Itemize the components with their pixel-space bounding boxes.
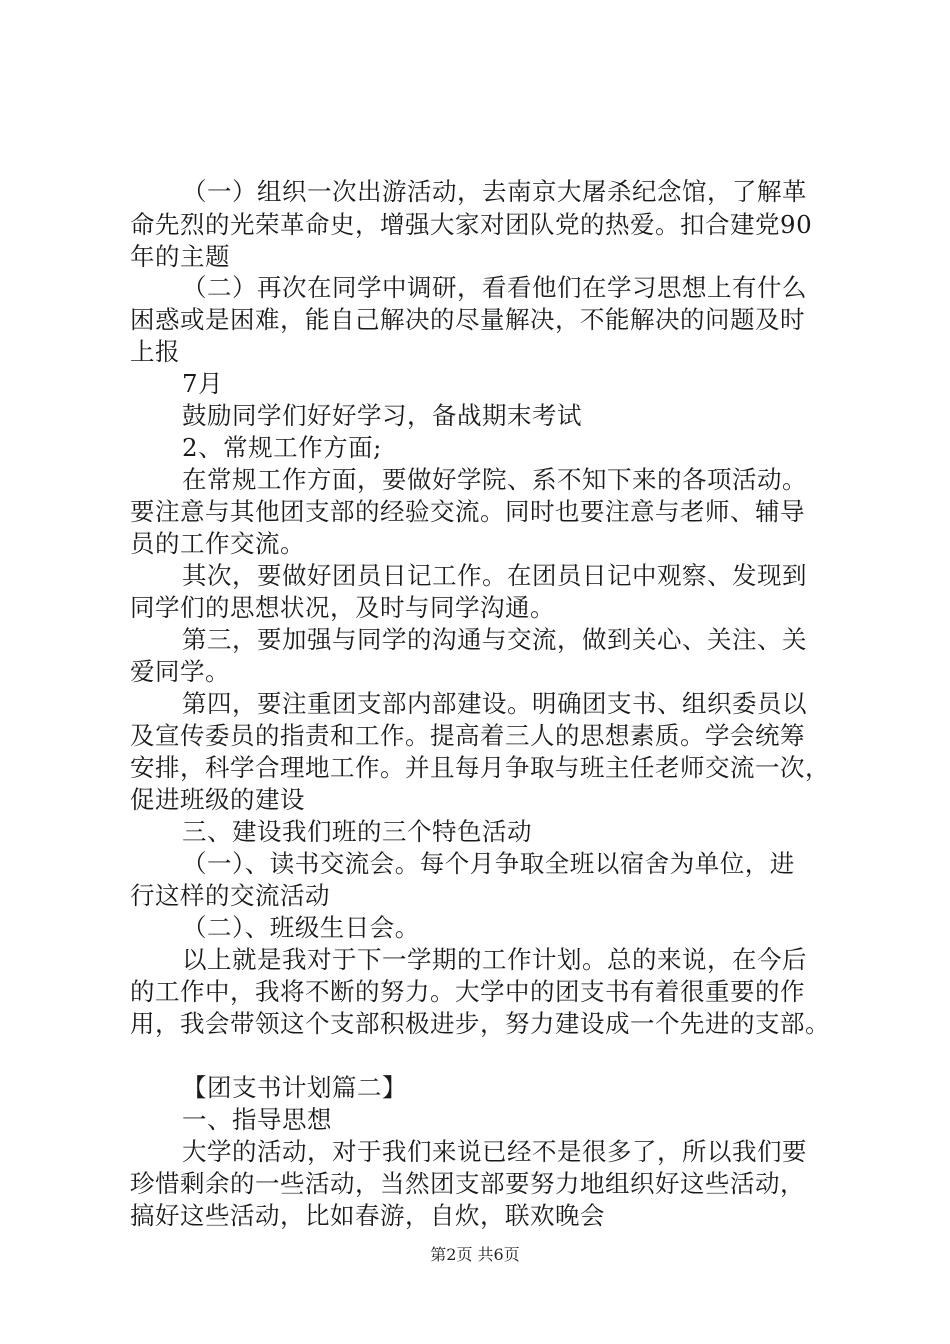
text-line: 三、建设我们班的三个特色活动 — [182, 817, 532, 846]
text-line: 大学的活动，对于我们来说已经不是很多了，所以我们要 — [182, 1137, 807, 1166]
text-line: 以上就是我对于下一学期的工作计划。总的来说，在今后 — [182, 945, 807, 974]
text-line: 其次，要做好团员日记工作。在团员日记中观察、发现到 — [182, 561, 807, 590]
text-line: 行这样的交流活动 — [130, 881, 330, 910]
page-footer: 第2页 共6页 — [430, 1245, 520, 1264]
text-line: 促进班级的建设 — [130, 785, 305, 814]
text-line: 及宣传委员的指责和工作。提高着三人的思想素质。学会统筹 — [130, 721, 805, 750]
text-line: 搞好这些活动，比如春游，自炊，联欢晚会 — [130, 1201, 605, 1230]
text-line: 员的工作交流。 — [130, 529, 305, 558]
text-line: 一、指导思想 — [182, 1105, 332, 1134]
text-line: 2、常规工作方面; — [182, 433, 382, 462]
text-line: 上报 — [130, 337, 180, 366]
text-line: 7月 — [182, 369, 224, 398]
text-line: （一）组织一次出游活动，去南京大屠杀纪念馆，了解革 — [182, 177, 807, 206]
text-line: （二）再次在同学中调研，看看他们在学习思想上有什么 — [182, 273, 807, 302]
text-line: （一）、读书交流会。每个月争取全班以宿舍为单位，进 — [182, 849, 795, 878]
text-line: 第四，要注重团支部内部建设。明确团支书、组织委员以 — [182, 689, 807, 718]
text-line: 的工作中，我将不断的努力。大学中的团支书有着很重要的作 — [130, 977, 805, 1006]
text-line: 年的主题 — [130, 242, 230, 271]
text-line: 珍惜剩余的一些活动，当然团支部要努力地组织好这些活动， — [130, 1169, 805, 1198]
text-line: 第三，要加强与同学的沟通与交流，做到关心、关注、关 — [182, 625, 807, 654]
text-line: 爱同学。 — [130, 657, 230, 686]
text-line: 安排，科学合理地工作。并且每月争取与班主任老师交流一次， — [130, 753, 830, 782]
text-line: （二）、班级生日会。 — [182, 913, 420, 942]
text-line: 同学们的思想状况，及时与同学沟通。 — [130, 593, 555, 622]
text-line: 鼓励同学们好好学习，备战期末考试 — [182, 401, 582, 430]
text-line: 在常规工作方面，要做好学院、系不知下来的各项活动。 — [182, 465, 807, 494]
text-line: 困惑或是困难，能自己解决的尽量解决，不能解决的问题及时 — [130, 305, 805, 334]
text-line: 要注意与其他团支部的经验交流。同时也要注意与老师、辅导 — [130, 497, 805, 526]
text-line: 命先烈的光荣革命史，增强大家对团队党的热爱。扣合建党90 — [130, 210, 813, 239]
text-line: 用，我会带领这个支部积极进步，努力建设成一个先进的支部。 — [130, 1009, 830, 1038]
text-line: 【团支书计划篇二】 — [182, 1073, 407, 1102]
